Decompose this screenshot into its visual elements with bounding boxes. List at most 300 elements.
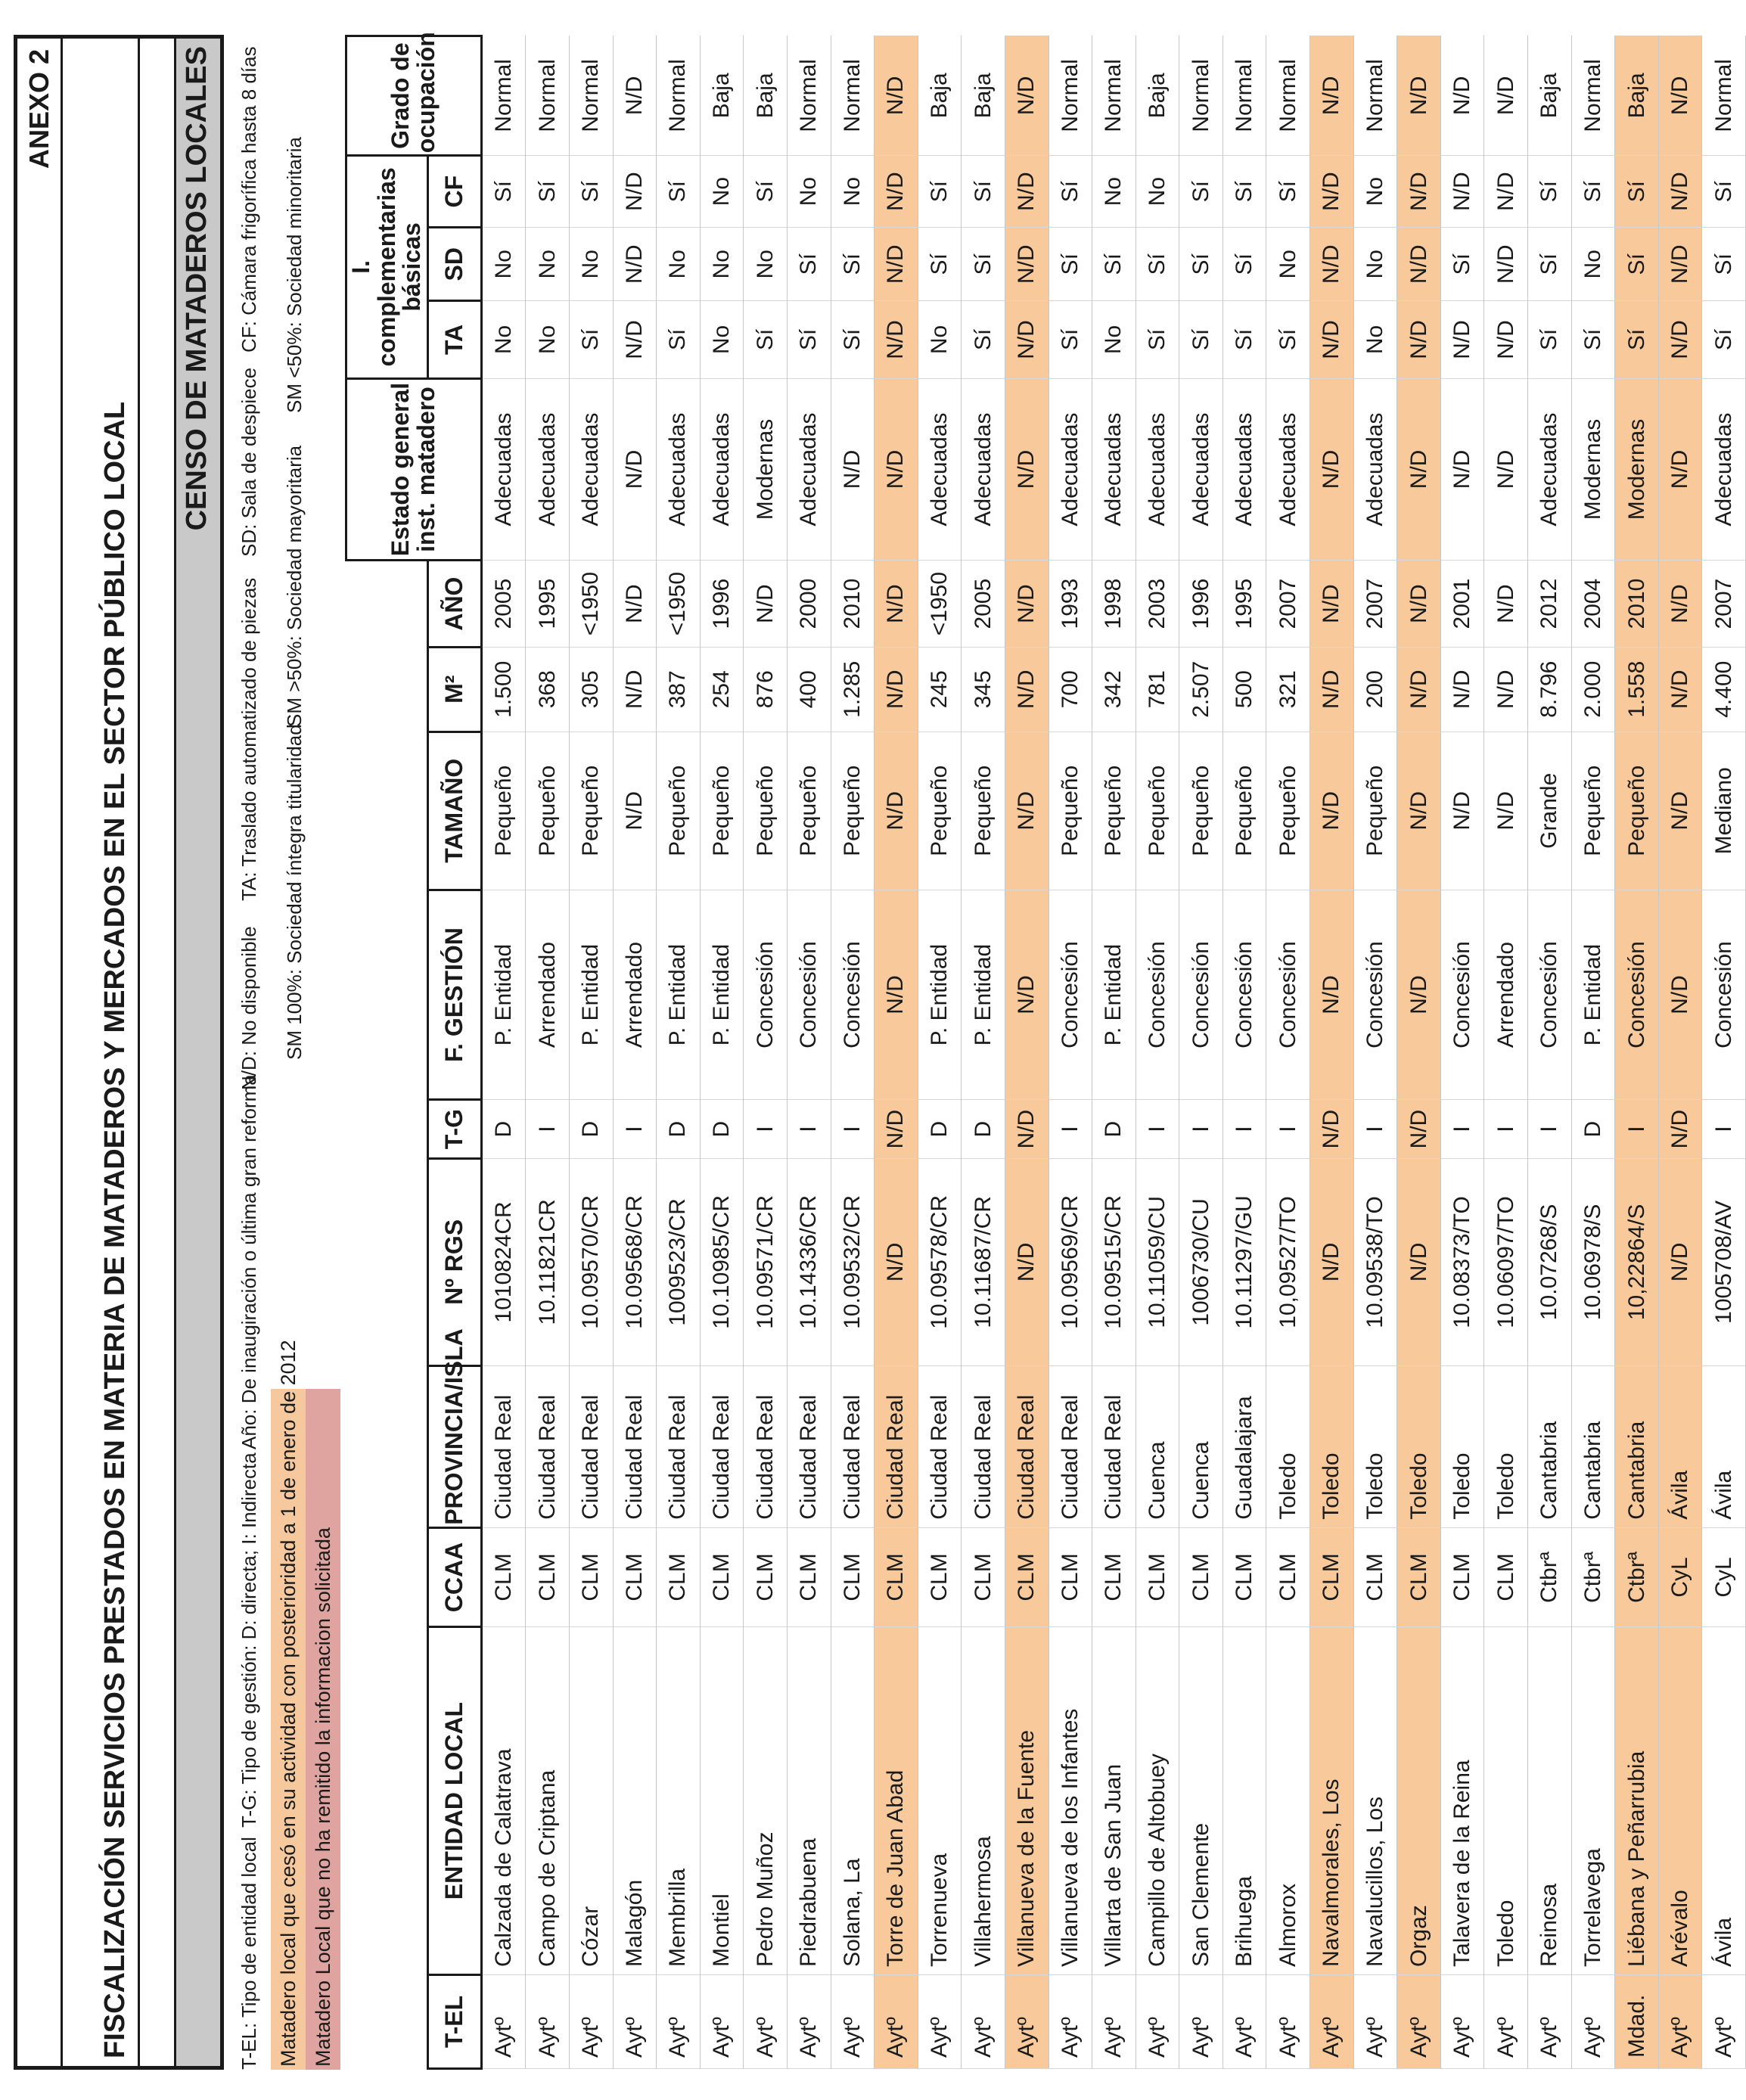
table-cell: 1010824CR bbox=[481, 1159, 526, 1366]
spacer-row bbox=[140, 39, 176, 2066]
table-cell: I bbox=[1702, 1100, 1746, 1159]
table-cell: Solana, La bbox=[831, 1627, 875, 1975]
table-cell: No bbox=[526, 228, 570, 301]
header-cf: CF bbox=[427, 156, 481, 228]
legend-noinfo-swatch bbox=[306, 1389, 340, 2070]
table-cell: 200 bbox=[1353, 647, 1397, 732]
table-cell: Pequeño bbox=[1266, 732, 1310, 890]
table-cell: Sí bbox=[1179, 156, 1223, 228]
legend-anio: Año: De inaugiración o última gran reforma bbox=[238, 1074, 260, 1449]
table-cell: N/D bbox=[1484, 36, 1528, 156]
table-cell: N/D bbox=[1397, 301, 1441, 378]
table-cell: Concesión bbox=[1223, 890, 1266, 1099]
table-cell: 10.11059/CU bbox=[1136, 1159, 1179, 1366]
table-cell: Adecuadas bbox=[1353, 378, 1397, 561]
table-cell: Aytº bbox=[1136, 1974, 1179, 2068]
table-cell: N/D bbox=[1310, 647, 1354, 732]
table-cell: Sí bbox=[831, 228, 875, 301]
table-cell: Aytº bbox=[526, 1974, 570, 2068]
table-cell: Cantabria bbox=[1571, 1365, 1615, 1527]
legend-nd: N/D: No disponible bbox=[238, 926, 260, 1090]
table-cell: 1996 bbox=[1179, 561, 1223, 647]
table-cell: Sí bbox=[1615, 228, 1659, 301]
table-cell: P. Entidad bbox=[1571, 890, 1615, 1099]
table-cell: No bbox=[481, 301, 526, 378]
table-cell: Piedrabuena bbox=[787, 1627, 831, 1975]
legend-noinfo-row bbox=[306, 35, 340, 2070]
table-cell: 1005708/AV bbox=[1702, 1159, 1746, 1366]
table-cell: Sí bbox=[1179, 301, 1223, 378]
table-row bbox=[962, 36, 1005, 2069]
table-cell: CyL bbox=[1658, 1527, 1702, 1626]
table-cell: D bbox=[918, 1100, 962, 1159]
table-cell: No bbox=[787, 156, 831, 228]
table-cell: Mdad. bbox=[1615, 1974, 1659, 2068]
header-entidad: ENTIDAD LOCAL bbox=[427, 1627, 481, 1975]
table-cell: 2001 bbox=[1440, 561, 1484, 647]
table-cell: Pequeño bbox=[526, 732, 570, 890]
table-cell: Aytº bbox=[1005, 1974, 1049, 2068]
table-cell: Sí bbox=[787, 228, 831, 301]
table-cell: Aytº bbox=[1266, 1974, 1310, 2068]
table-cell: Adecuadas bbox=[700, 378, 744, 561]
table-cell: Adecuadas bbox=[657, 378, 701, 561]
table-cell: N/D bbox=[613, 301, 657, 378]
table-cell: N/D bbox=[1484, 561, 1528, 647]
table-cell: Adecuadas bbox=[918, 378, 962, 561]
table-cell: No bbox=[1353, 228, 1397, 301]
table-cell: Ávila bbox=[1702, 1627, 1746, 1975]
table-cell: Concesión bbox=[1049, 890, 1092, 1099]
table-cell: Modernas bbox=[744, 378, 788, 561]
header-anio: AÑO bbox=[427, 561, 481, 647]
header-gestion: F. GESTIÓN bbox=[427, 890, 481, 1099]
table-row bbox=[1658, 36, 1702, 2069]
table-cell: Aytº bbox=[875, 1974, 918, 2068]
table-cell: Aytº bbox=[1179, 1974, 1223, 2068]
table-cell: Toledo bbox=[1353, 1365, 1397, 1527]
table-cell: Baja bbox=[1528, 36, 1572, 156]
table-row bbox=[744, 36, 788, 2069]
table-cell: Sí bbox=[526, 156, 570, 228]
legend-noinfo-text: Matadero Local que no ha remitido la informacion solicitada bbox=[312, 1527, 334, 2067]
table-cell: CLM bbox=[526, 1527, 570, 1626]
table-cell: CLM bbox=[1005, 1527, 1049, 1626]
legend-tel: T-EL: Tipo de entidad local bbox=[238, 1837, 260, 2070]
table-cell: Grande bbox=[1528, 732, 1572, 890]
table-cell: 305 bbox=[569, 647, 613, 732]
table-cell: No bbox=[1092, 156, 1136, 228]
table-cell: No bbox=[526, 301, 570, 378]
table-cell: Aytº bbox=[1702, 1974, 1746, 2068]
table-row bbox=[1440, 36, 1484, 2069]
table-cell: Arévalo bbox=[1658, 1627, 1702, 1975]
table-cell: Ciudad Real bbox=[787, 1365, 831, 1527]
table-cell: 1006730/CU bbox=[1179, 1159, 1223, 1366]
table-cell: Aytº bbox=[657, 1974, 701, 2068]
table-cell: N/D bbox=[1484, 228, 1528, 301]
table-cell: Concesión bbox=[1528, 890, 1572, 1099]
table-cell: Aytº bbox=[744, 1974, 788, 2068]
table-cell: N/D bbox=[875, 36, 918, 156]
table-cell: I bbox=[1223, 1100, 1266, 1159]
table-cell: Normal bbox=[787, 36, 831, 156]
table-cell: Sí bbox=[481, 156, 526, 228]
table-cell: Concesión bbox=[787, 890, 831, 1099]
table-cell: Sí bbox=[657, 301, 701, 378]
table-row bbox=[1005, 36, 1049, 2069]
table-row bbox=[700, 36, 744, 2069]
table-cell: No bbox=[700, 301, 744, 378]
table-cell: D bbox=[700, 1100, 744, 1159]
table-cell: Modernas bbox=[1571, 378, 1615, 561]
table-cell: Aytº bbox=[613, 1974, 657, 2068]
table-cell: Cantabria bbox=[1615, 1365, 1659, 1527]
table-cell: N/D bbox=[1397, 1159, 1441, 1366]
table-cell: CLM bbox=[918, 1527, 962, 1626]
table-cell: Pequeño bbox=[1179, 732, 1223, 890]
census-title: CENSO DE MATADEROS LOCALES bbox=[181, 46, 213, 531]
table-cell: CLM bbox=[1440, 1527, 1484, 1626]
table-cell: 10,09527/TO bbox=[1266, 1159, 1310, 1366]
table-cell: Sí bbox=[1528, 301, 1572, 378]
legend-tg: T-G: Tipo de gestión: D: directa; I: Indirecta bbox=[238, 1452, 260, 1828]
table-cell: I bbox=[526, 1100, 570, 1159]
table-row bbox=[787, 36, 831, 2069]
table-cell: 1993 bbox=[1049, 561, 1092, 647]
table-cell: Pequeño bbox=[787, 732, 831, 890]
table-cell: 876 bbox=[744, 647, 788, 732]
table-cell: N/D bbox=[1397, 732, 1441, 890]
table-cell: 10.10985/CR bbox=[700, 1159, 744, 1366]
table-cell: Adecuadas bbox=[1049, 378, 1092, 561]
table-cell: 10.09532/CR bbox=[831, 1159, 875, 1366]
table-cell: No bbox=[1353, 156, 1397, 228]
table-cell: Brihuega bbox=[1223, 1627, 1266, 1975]
table-row bbox=[1092, 36, 1136, 2069]
table-cell: D bbox=[657, 1100, 701, 1159]
annex-page bbox=[14, 32, 1746, 2070]
table-cell: N/D bbox=[1310, 890, 1354, 1099]
table-cell: D bbox=[481, 1100, 526, 1159]
table-cell: Aytº bbox=[1310, 1974, 1354, 2068]
table-cell: N/D bbox=[831, 378, 875, 561]
table-cell: N/D bbox=[1005, 228, 1049, 301]
table-cell: N/D bbox=[875, 890, 918, 1099]
legend-sm100: SM 100%: Sociedad íntegra titularidad bbox=[283, 724, 306, 1060]
table-cell: Sí bbox=[1440, 228, 1484, 301]
table-cell: Toledo bbox=[1484, 1365, 1528, 1527]
table-cell: Sí bbox=[1702, 301, 1746, 378]
table-cell: Ctbrª bbox=[1615, 1527, 1659, 1626]
table-cell: 10.09515/CR bbox=[1092, 1159, 1136, 1366]
table-row bbox=[526, 36, 570, 2069]
table-cell: I bbox=[1440, 1100, 1484, 1159]
header-complementarias: I. complementarias básicas bbox=[346, 156, 428, 378]
table-cell: Sí bbox=[787, 301, 831, 378]
table-cell: N/D bbox=[613, 156, 657, 228]
table-cell: Concesión bbox=[744, 890, 788, 1099]
table-cell: P. Entidad bbox=[918, 890, 962, 1099]
table-cell: 387 bbox=[657, 647, 701, 732]
table-cell: Toledo bbox=[1310, 1365, 1354, 1527]
table-cell: Concesión bbox=[1353, 890, 1397, 1099]
legend-ceased-swatch bbox=[271, 1340, 306, 2070]
table-cell: 700 bbox=[1049, 647, 1092, 732]
table-cell: Adecuadas bbox=[1223, 378, 1266, 561]
table-cell: Aytº bbox=[918, 1974, 962, 2068]
header-ccaa: CCAA bbox=[427, 1527, 481, 1626]
table-cell: I bbox=[744, 1100, 788, 1159]
table-cell: Ciudad Real bbox=[1005, 1365, 1049, 1527]
table-cell: Sí bbox=[1528, 156, 1572, 228]
table-cell: N/D bbox=[1397, 890, 1441, 1099]
table-cell: 10.09568/CR bbox=[613, 1159, 657, 1366]
table-cell: 1998 bbox=[1092, 561, 1136, 647]
table-cell: N/D bbox=[1005, 890, 1049, 1099]
table-cell: Membrilla bbox=[657, 1627, 701, 1975]
table-cell: Sí bbox=[1223, 301, 1266, 378]
table-cell: Ciudad Real bbox=[700, 1365, 744, 1527]
table-cell: Pequeño bbox=[918, 732, 962, 890]
table-cell: Aytº bbox=[787, 1974, 831, 2068]
table-cell: Sí bbox=[1049, 156, 1092, 228]
table-cell: Aytº bbox=[1353, 1974, 1397, 2068]
table-cell: Normal bbox=[1223, 36, 1266, 156]
table-cell: Sí bbox=[1136, 228, 1179, 301]
table-cell: 1.558 bbox=[1615, 647, 1659, 732]
table-cell: CLM bbox=[657, 1527, 701, 1626]
table-cell: P. Entidad bbox=[962, 890, 1005, 1099]
table-cell: Navalucillos, Los bbox=[1353, 1627, 1397, 1975]
table-cell: 500 bbox=[1223, 647, 1266, 732]
table-cell: N/D bbox=[1005, 561, 1049, 647]
table-row bbox=[1397, 36, 1441, 2069]
table-cell: Sí bbox=[1223, 156, 1266, 228]
table-cell: I bbox=[1484, 1100, 1528, 1159]
table-cell: Ávila bbox=[1658, 1365, 1702, 1527]
table-cell: Normal bbox=[526, 36, 570, 156]
table-cell: N/D bbox=[1658, 301, 1702, 378]
table-cell: 1996 bbox=[700, 561, 744, 647]
table-cell: 10.09571/CR bbox=[744, 1159, 788, 1366]
table-cell: N/D bbox=[1310, 732, 1354, 890]
table-cell: 245 bbox=[918, 647, 962, 732]
table-cell: CLM bbox=[1310, 1527, 1354, 1626]
table-cell: Torrelavega bbox=[1571, 1627, 1615, 1975]
table-cell: Malagón bbox=[613, 1627, 657, 1975]
table-cell: Concesión bbox=[1702, 890, 1746, 1099]
table-cell: Baja bbox=[700, 36, 744, 156]
table-cell: Normal bbox=[1353, 36, 1397, 156]
table-cell: N/D bbox=[1440, 301, 1484, 378]
table-cell: 2004 bbox=[1571, 561, 1615, 647]
table-cell: N/D bbox=[1397, 228, 1441, 301]
annex-row bbox=[17, 39, 63, 2066]
table-cell: <1950 bbox=[657, 561, 701, 647]
table-cell: Sí bbox=[1571, 301, 1615, 378]
table-cell: CLM bbox=[569, 1527, 613, 1626]
table-row bbox=[481, 36, 526, 2069]
table-cell: Adecuadas bbox=[1179, 378, 1223, 561]
table-cell: Sí bbox=[1092, 228, 1136, 301]
table-cell: N/D bbox=[875, 228, 918, 301]
table-cell: P. Entidad bbox=[657, 890, 701, 1099]
table-row bbox=[875, 36, 918, 2069]
table-cell: Toledo bbox=[1484, 1627, 1528, 1975]
table-cell: Almorox bbox=[1266, 1627, 1310, 1975]
table-cell: 2010 bbox=[1615, 561, 1659, 647]
table-cell: P. Entidad bbox=[1092, 890, 1136, 1099]
table-cell: Aytº bbox=[1223, 1974, 1266, 2068]
table-cell: N/D bbox=[613, 36, 657, 156]
table-row bbox=[613, 36, 657, 2069]
table-cell: 2007 bbox=[1702, 561, 1746, 647]
table-cell: Adecuadas bbox=[787, 378, 831, 561]
table-cell: No bbox=[1136, 156, 1179, 228]
table-cell: 2.507 bbox=[1179, 647, 1223, 732]
table-cell: N/D bbox=[1658, 647, 1702, 732]
table-cell: I bbox=[1615, 1100, 1659, 1159]
table-cell: Sí bbox=[569, 156, 613, 228]
table-cell: No bbox=[1266, 228, 1310, 301]
table-cell: 10.09570/CR bbox=[569, 1159, 613, 1366]
table-cell: N/D bbox=[613, 732, 657, 890]
table-cell: Mediano bbox=[1702, 732, 1746, 890]
header-estado bbox=[346, 378, 482, 561]
table-cell: Arrendado bbox=[1484, 890, 1528, 1099]
table-cell: N/D bbox=[875, 1159, 918, 1366]
table-cell: CLM bbox=[787, 1527, 831, 1626]
table-cell: N/D bbox=[1658, 36, 1702, 156]
table-cell: N/D bbox=[1658, 378, 1702, 561]
table-cell: N/D bbox=[1310, 561, 1354, 647]
table-cell: Adecuadas bbox=[1528, 378, 1572, 561]
table-cell: Villarta de San Juan bbox=[1092, 1627, 1136, 1975]
table-cell: Baja bbox=[962, 36, 1005, 156]
table-cell: Adecuadas bbox=[1136, 378, 1179, 561]
table-cell: 2007 bbox=[1353, 561, 1397, 647]
table-cell: Normal bbox=[1702, 36, 1746, 156]
table-cell: Concesión bbox=[1440, 890, 1484, 1099]
table-cell: Ciudad Real bbox=[657, 1365, 701, 1527]
table-cell: N/D bbox=[1658, 1159, 1702, 1366]
table-cell: Normal bbox=[657, 36, 701, 156]
table-cell: Torre de Juan Abad bbox=[875, 1627, 918, 1975]
table-cell: 2012 bbox=[1528, 561, 1572, 647]
table-cell: CLM bbox=[744, 1527, 788, 1626]
table-cell: Adecuadas bbox=[526, 378, 570, 561]
table-cell: Sí bbox=[1049, 228, 1092, 301]
page-title: FISCALIZACIÓN SERVICIOS PRESTADOS EN MATERIA DE MATADEROS Y MERCADOS EN EL SECTOR PÚBLICO LOCAL bbox=[99, 401, 131, 2058]
table-cell: Aytº bbox=[1397, 1974, 1441, 2068]
header-sd: SD bbox=[427, 228, 481, 301]
table-cell: Sí bbox=[744, 156, 788, 228]
table-cell: Pequeño bbox=[744, 732, 788, 890]
legend-sm50m: SM <50%: Sociedad minoritaria bbox=[283, 137, 306, 413]
table-cell: Orgaz bbox=[1397, 1627, 1441, 1975]
table-cell: Cuenca bbox=[1136, 1365, 1179, 1527]
table-cell: 1.500 bbox=[481, 647, 526, 732]
table-cell: Pequeño bbox=[1615, 732, 1659, 890]
table-cell: Pedro Muñoz bbox=[744, 1627, 788, 1975]
table-cell: 2005 bbox=[962, 561, 1005, 647]
table-cell: Arrendado bbox=[613, 890, 657, 1099]
table-cell: CLM bbox=[875, 1527, 918, 1626]
table-cell: Toledo bbox=[1440, 1365, 1484, 1527]
header-grado-line1: Grado de bbox=[387, 42, 415, 149]
table-cell: N/D bbox=[875, 732, 918, 890]
table-cell: Guadalajara bbox=[1223, 1365, 1266, 1527]
table-cell: N/D bbox=[1310, 36, 1354, 156]
table-cell: Concesión bbox=[1136, 890, 1179, 1099]
table-cell: Sí bbox=[1702, 228, 1746, 301]
table-cell: Pequeño bbox=[481, 732, 526, 890]
table-cell: CLM bbox=[1092, 1527, 1136, 1626]
table-cell: Cózar bbox=[569, 1627, 613, 1975]
table-cell: Aytº bbox=[1092, 1974, 1136, 2068]
table-cell: Sí bbox=[962, 156, 1005, 228]
table-cell: Aytº bbox=[1571, 1974, 1615, 2068]
table-cell: 368 bbox=[526, 647, 570, 732]
table-cell: N/D bbox=[1005, 1100, 1049, 1159]
table-row bbox=[1049, 36, 1092, 2069]
legend-sd: SD: Sala de despiece bbox=[238, 367, 260, 557]
table-cell: Pequeño bbox=[700, 732, 744, 890]
table-cell: CLM bbox=[613, 1527, 657, 1626]
table-cell: CLM bbox=[1179, 1527, 1223, 1626]
table-cell: 1009523/CR bbox=[657, 1159, 701, 1366]
table-cell: Baja bbox=[1136, 36, 1179, 156]
table-cell: Sí bbox=[962, 301, 1005, 378]
table-row bbox=[918, 36, 962, 2069]
table-cell: No bbox=[918, 301, 962, 378]
table-cell: N/D bbox=[1310, 1159, 1354, 1366]
table-cell: Baja bbox=[744, 36, 788, 156]
table-cell: 10.11687/CR bbox=[962, 1159, 1005, 1366]
table-cell: N/D bbox=[613, 378, 657, 561]
table-cell: I bbox=[787, 1100, 831, 1159]
table-cell: N/D bbox=[1440, 156, 1484, 228]
table-cell: N/D bbox=[1658, 890, 1702, 1099]
table-cell: CLM bbox=[481, 1527, 526, 1626]
table-cell: CLM bbox=[962, 1527, 1005, 1626]
table-cell: N/D bbox=[1005, 732, 1049, 890]
table-cell: 1995 bbox=[526, 561, 570, 647]
table-cell: P. Entidad bbox=[700, 890, 744, 1099]
table-cell: I bbox=[1049, 1100, 1092, 1159]
table-cell: 1995 bbox=[1223, 561, 1266, 647]
table-cell: N/D bbox=[1310, 156, 1354, 228]
table-cell: N/D bbox=[1005, 36, 1049, 156]
table-row bbox=[1615, 36, 1659, 2069]
table-cell: 2010 bbox=[831, 561, 875, 647]
table-cell: Ciudad Real bbox=[918, 1365, 962, 1527]
table-cell: Pequeño bbox=[1049, 732, 1092, 890]
table-cell: Sí bbox=[918, 228, 962, 301]
table-cell: Sí bbox=[657, 156, 701, 228]
table-cell: Normal bbox=[481, 36, 526, 156]
table-cell: 400 bbox=[787, 647, 831, 732]
table-cell: Concesión bbox=[1266, 890, 1310, 1099]
table-cell: N/D bbox=[1440, 378, 1484, 561]
table-cell: Adecuadas bbox=[569, 378, 613, 561]
table-row bbox=[569, 36, 613, 2069]
table-cell: Normal bbox=[1571, 36, 1615, 156]
table-cell: CLM bbox=[1353, 1527, 1397, 1626]
title-row bbox=[63, 39, 140, 2066]
table-cell: No bbox=[1092, 301, 1136, 378]
